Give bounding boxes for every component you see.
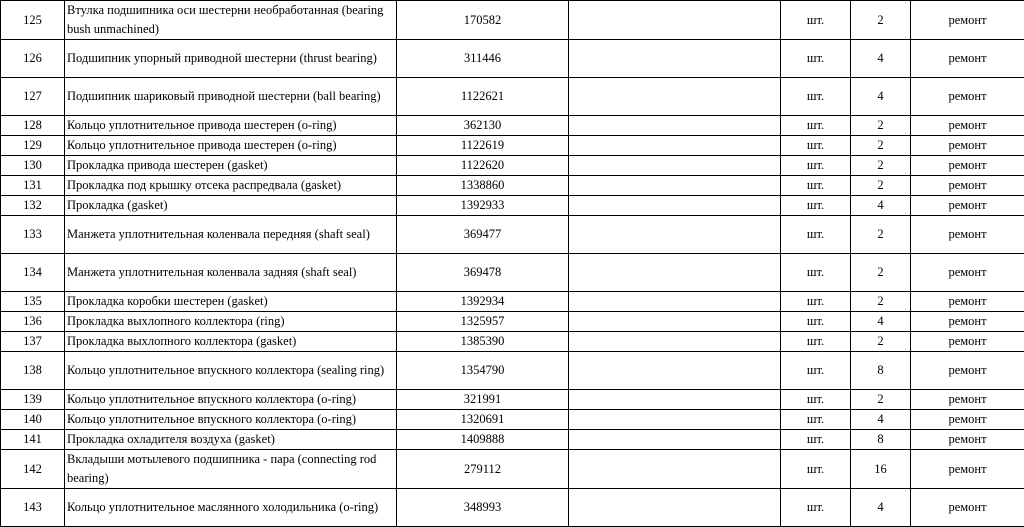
empty-cell [569, 489, 781, 527]
part-name-cell: Прокладка охладителя воздуха (gasket) [65, 430, 397, 450]
table-row [1, 450, 1024, 489]
part-name-cell: Подшипник шариковый приводной шестерни (ball bearing) [65, 78, 397, 116]
unit-cell: шт. [781, 352, 851, 390]
note-cell: ремонт [911, 216, 1024, 254]
quantity-cell: 4 [851, 40, 911, 78]
row-number-cell: 139 [1, 390, 65, 410]
row-number-cell: 140 [1, 410, 65, 430]
unit-cell: шт. [781, 450, 851, 489]
note-cell: ремонт [911, 136, 1024, 156]
note-cell: ремонт [911, 332, 1024, 352]
part-name-cell: Подшипник упорный приводной шестерни (thrust bearing) [65, 40, 397, 78]
row-number-cell: 126 [1, 40, 65, 78]
row-number-cell: 125 [1, 1, 65, 40]
row-number-cell: 133 [1, 216, 65, 254]
empty-cell [569, 352, 781, 390]
row-number-cell: 128 [1, 116, 65, 136]
note-cell: ремонт [911, 176, 1024, 196]
unit-cell: шт. [781, 40, 851, 78]
row-number-cell: 132 [1, 196, 65, 216]
note-cell: ремонт [911, 78, 1024, 116]
note-cell: ремонт [911, 40, 1024, 78]
empty-cell [569, 410, 781, 430]
part-code-cell: 369477 [397, 216, 569, 254]
row-number-cell: 131 [1, 176, 65, 196]
part-code-cell: 1392934 [397, 292, 569, 312]
row-number-cell: 134 [1, 254, 65, 292]
quantity-cell: 2 [851, 156, 911, 176]
table-row [1, 390, 1024, 410]
empty-cell [569, 196, 781, 216]
row-number-cell: 143 [1, 489, 65, 527]
row-number-cell: 137 [1, 332, 65, 352]
part-name-cell: Прокладка под крышку отсека распредвала (gasket) [65, 176, 397, 196]
empty-cell [569, 332, 781, 352]
unit-cell: шт. [781, 1, 851, 40]
part-code-cell: 1122620 [397, 156, 569, 176]
part-code-cell: 170582 [397, 1, 569, 40]
quantity-cell: 4 [851, 78, 911, 116]
unit-cell: шт. [781, 116, 851, 136]
table-row [1, 489, 1024, 527]
part-code-cell: 1325957 [397, 312, 569, 332]
part-code-cell: 1122619 [397, 136, 569, 156]
empty-cell [569, 176, 781, 196]
table-row [1, 254, 1024, 292]
unit-cell: шт. [781, 254, 851, 292]
part-name-cell: Прокладка привода шестерен (gasket) [65, 156, 397, 176]
quantity-cell: 4 [851, 410, 911, 430]
note-cell: ремонт [911, 489, 1024, 527]
part-code-cell: 1409888 [397, 430, 569, 450]
part-name-cell: Прокладка (gasket) [65, 196, 397, 216]
quantity-cell: 2 [851, 254, 911, 292]
table-row [1, 40, 1024, 78]
table-row [1, 1, 1024, 40]
note-cell: ремонт [911, 410, 1024, 430]
note-cell: ремонт [911, 450, 1024, 489]
empty-cell [569, 216, 781, 254]
part-name-cell: Кольцо уплотнительное привода шестерен (o-ring) [65, 136, 397, 156]
empty-cell [569, 450, 781, 489]
part-code-cell: 348993 [397, 489, 569, 527]
note-cell: ремонт [911, 430, 1024, 450]
note-cell: ремонт [911, 352, 1024, 390]
row-number-cell: 129 [1, 136, 65, 156]
quantity-cell: 2 [851, 136, 911, 156]
table-row [1, 292, 1024, 312]
row-number-cell: 138 [1, 352, 65, 390]
part-code-cell: 1392933 [397, 196, 569, 216]
empty-cell [569, 390, 781, 410]
unit-cell: шт. [781, 292, 851, 312]
table-row [1, 430, 1024, 450]
quantity-cell: 2 [851, 176, 911, 196]
quantity-cell: 4 [851, 312, 911, 332]
table-row [1, 332, 1024, 352]
unit-cell: шт. [781, 78, 851, 116]
quantity-cell: 16 [851, 450, 911, 489]
note-cell: ремонт [911, 196, 1024, 216]
note-cell: ремонт [911, 116, 1024, 136]
part-name-cell: Кольцо уплотнительное впускного коллектора (o-ring) [65, 410, 397, 430]
empty-cell [569, 156, 781, 176]
part-code-cell: 311446 [397, 40, 569, 78]
unit-cell: шт. [781, 176, 851, 196]
empty-cell [569, 116, 781, 136]
table-row [1, 216, 1024, 254]
part-name-cell: Прокладка выхлопного коллектора (ring) [65, 312, 397, 332]
empty-cell [569, 136, 781, 156]
table-row [1, 312, 1024, 332]
quantity-cell: 2 [851, 332, 911, 352]
quantity-cell: 2 [851, 292, 911, 312]
row-number-cell: 136 [1, 312, 65, 332]
part-code-cell: 369478 [397, 254, 569, 292]
empty-cell [569, 40, 781, 78]
part-name-cell: Втулка подшипника оси шестерни необработанная (bearing bush unmachined) [65, 1, 397, 40]
empty-cell [569, 78, 781, 116]
parts-table-body [1, 1, 1024, 527]
empty-cell [569, 292, 781, 312]
table-row [1, 116, 1024, 136]
quantity-cell: 2 [851, 390, 911, 410]
part-name-cell: Кольцо уплотнительное впускного коллектора (o-ring) [65, 390, 397, 410]
note-cell: ремонт [911, 292, 1024, 312]
part-name-cell: Прокладка выхлопного коллектора (gasket) [65, 332, 397, 352]
part-code-cell: 362130 [397, 116, 569, 136]
empty-cell [569, 254, 781, 292]
quantity-cell: 2 [851, 116, 911, 136]
part-code-cell: 1354790 [397, 352, 569, 390]
note-cell: ремонт [911, 156, 1024, 176]
quantity-cell: 8 [851, 352, 911, 390]
row-number-cell: 135 [1, 292, 65, 312]
unit-cell: шт. [781, 156, 851, 176]
row-number-cell: 127 [1, 78, 65, 116]
quantity-cell: 8 [851, 430, 911, 450]
table-row [1, 78, 1024, 116]
part-name-cell: Прокладка коробки шестерен (gasket) [65, 292, 397, 312]
quantity-cell: 2 [851, 1, 911, 40]
note-cell: ремонт [911, 254, 1024, 292]
note-cell: ремонт [911, 312, 1024, 332]
part-code-cell: 1338860 [397, 176, 569, 196]
table-row [1, 156, 1024, 176]
row-number-cell: 142 [1, 450, 65, 489]
unit-cell: шт. [781, 216, 851, 254]
unit-cell: шт. [781, 489, 851, 527]
part-name-cell: Кольцо уплотнительное маслянного холодильника (o-ring) [65, 489, 397, 527]
table-row [1, 410, 1024, 430]
table-row [1, 176, 1024, 196]
unit-cell: шт. [781, 196, 851, 216]
part-name-cell: Манжета уплотнительная коленвала задняя (shaft seal) [65, 254, 397, 292]
unit-cell: шт. [781, 332, 851, 352]
empty-cell [569, 430, 781, 450]
unit-cell: шт. [781, 430, 851, 450]
part-name-cell: Вкладыши мотылевого подшипника - пара (connecting rod bearing) [65, 450, 397, 489]
unit-cell: шт. [781, 390, 851, 410]
table-row [1, 136, 1024, 156]
quantity-cell: 4 [851, 489, 911, 527]
part-code-cell: 1122621 [397, 78, 569, 116]
unit-cell: шт. [781, 410, 851, 430]
part-name-cell: Манжета уплотнительная коленвала передняя (shaft seal) [65, 216, 397, 254]
quantity-cell: 4 [851, 196, 911, 216]
unit-cell: шт. [781, 136, 851, 156]
row-number-cell: 141 [1, 430, 65, 450]
part-name-cell: Кольцо уплотнительное привода шестерен (o-ring) [65, 116, 397, 136]
note-cell: ремонт [911, 1, 1024, 40]
empty-cell [569, 312, 781, 332]
unit-cell: шт. [781, 312, 851, 332]
row-number-cell: 130 [1, 156, 65, 176]
part-code-cell: 1320691 [397, 410, 569, 430]
part-code-cell: 279112 [397, 450, 569, 489]
part-code-cell: 1385390 [397, 332, 569, 352]
part-name-cell: Кольцо уплотнительное впускного коллектора (sealing ring) [65, 352, 397, 390]
empty-cell [569, 1, 781, 40]
table-row [1, 196, 1024, 216]
table-row [1, 352, 1024, 390]
part-code-cell: 321991 [397, 390, 569, 410]
note-cell: ремонт [911, 390, 1024, 410]
quantity-cell: 2 [851, 216, 911, 254]
